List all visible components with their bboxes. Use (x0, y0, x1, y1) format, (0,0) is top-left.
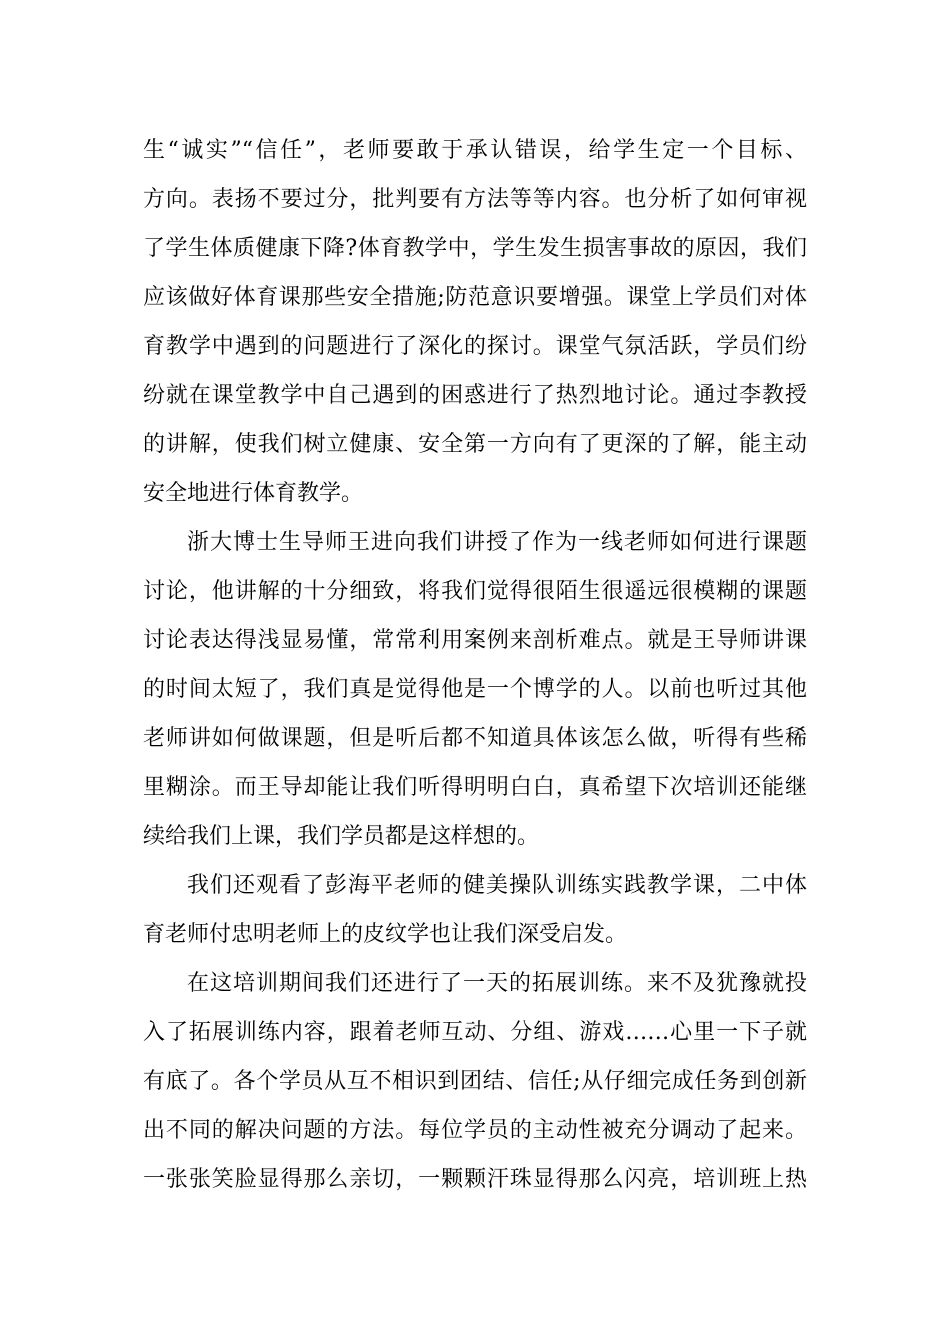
text-line: 续给我们上课，我们学员都是这样想的。 (143, 824, 540, 849)
text-line: 入了拓展训练内容，跟着老师互动、分组、游戏……心里一下子就 (143, 1020, 807, 1045)
text-line: 了学生体质健康下降?体育教学中，学生发生损害事故的原因，我们 (143, 236, 807, 261)
document-body (143, 126, 807, 1204)
text-line: 里糊涂。而王导却能让我们听得明明白白，真希望下次培训还能继 (143, 775, 807, 800)
text-line: 出不同的解决问题的方法。每位学员的主动性被充分调动了起来。 (143, 1118, 807, 1143)
text-line: 浙大博士生导师王进向我们讲授了作为一线老师如何进行课题 (187, 530, 807, 555)
text-line: 一张张笑脸显得那么亲切，一颗颗汗珠显得那么闪亮，培训班上热 (143, 1167, 807, 1192)
text-line: 纷就在课堂教学中自己遇到的困惑进行了热烈地讨论。通过李教授 (143, 383, 807, 408)
paragraph (143, 861, 807, 959)
text-line: 的时间太短了，我们真是觉得他是一个博学的人。以前也听过其他 (143, 677, 807, 702)
text-line: 安全地进行体育教学。 (143, 481, 364, 506)
text-line: 生“诚实”“信任”，老师要敢于承认错误，给学生定一个目标、 (143, 138, 807, 163)
text-line: 讨论表达得浅显易懂，常常利用案例来剖析难点。就是王导师讲课 (143, 628, 807, 653)
text-line: 讨论，他讲解的十分细致，将我们觉得很陌生很遥远很模糊的课题 (143, 579, 807, 604)
text-line: 的讲解，使我们树立健康、安全第一方向有了更深的了解，能主动 (143, 432, 807, 457)
text-line: 应该做好体育课那些安全措施;防范意识要增强。课堂上学员们对体 (143, 285, 807, 310)
text-line: 有底了。各个学员从互不相识到团结、信任;从仔细完成任务到创新 (143, 1069, 807, 1094)
paragraph (143, 959, 807, 1204)
text-line: 在这培训期间我们还进行了一天的拓展训练。来不及犹豫就投 (187, 971, 807, 996)
text-line: 育老师付忠明老师上的皮纹学也让我们深受启发。 (143, 922, 628, 947)
text-line: 我们还观看了彭海平老师的健美操队训练实践教学课，二中体 (187, 873, 807, 898)
text-line: 育教学中遇到的问题进行了深化的探讨。课堂气氛活跃，学员们纷 (143, 334, 807, 359)
text-line: 老师讲如何做课题，但是听后都不知道具体该怎么做，听得有些稀 (143, 726, 807, 751)
text-line: 方向。表扬不要过分，批判要有方法等等内容。也分析了如何审视 (143, 187, 807, 212)
paragraph (143, 126, 807, 518)
paragraph (143, 518, 807, 861)
